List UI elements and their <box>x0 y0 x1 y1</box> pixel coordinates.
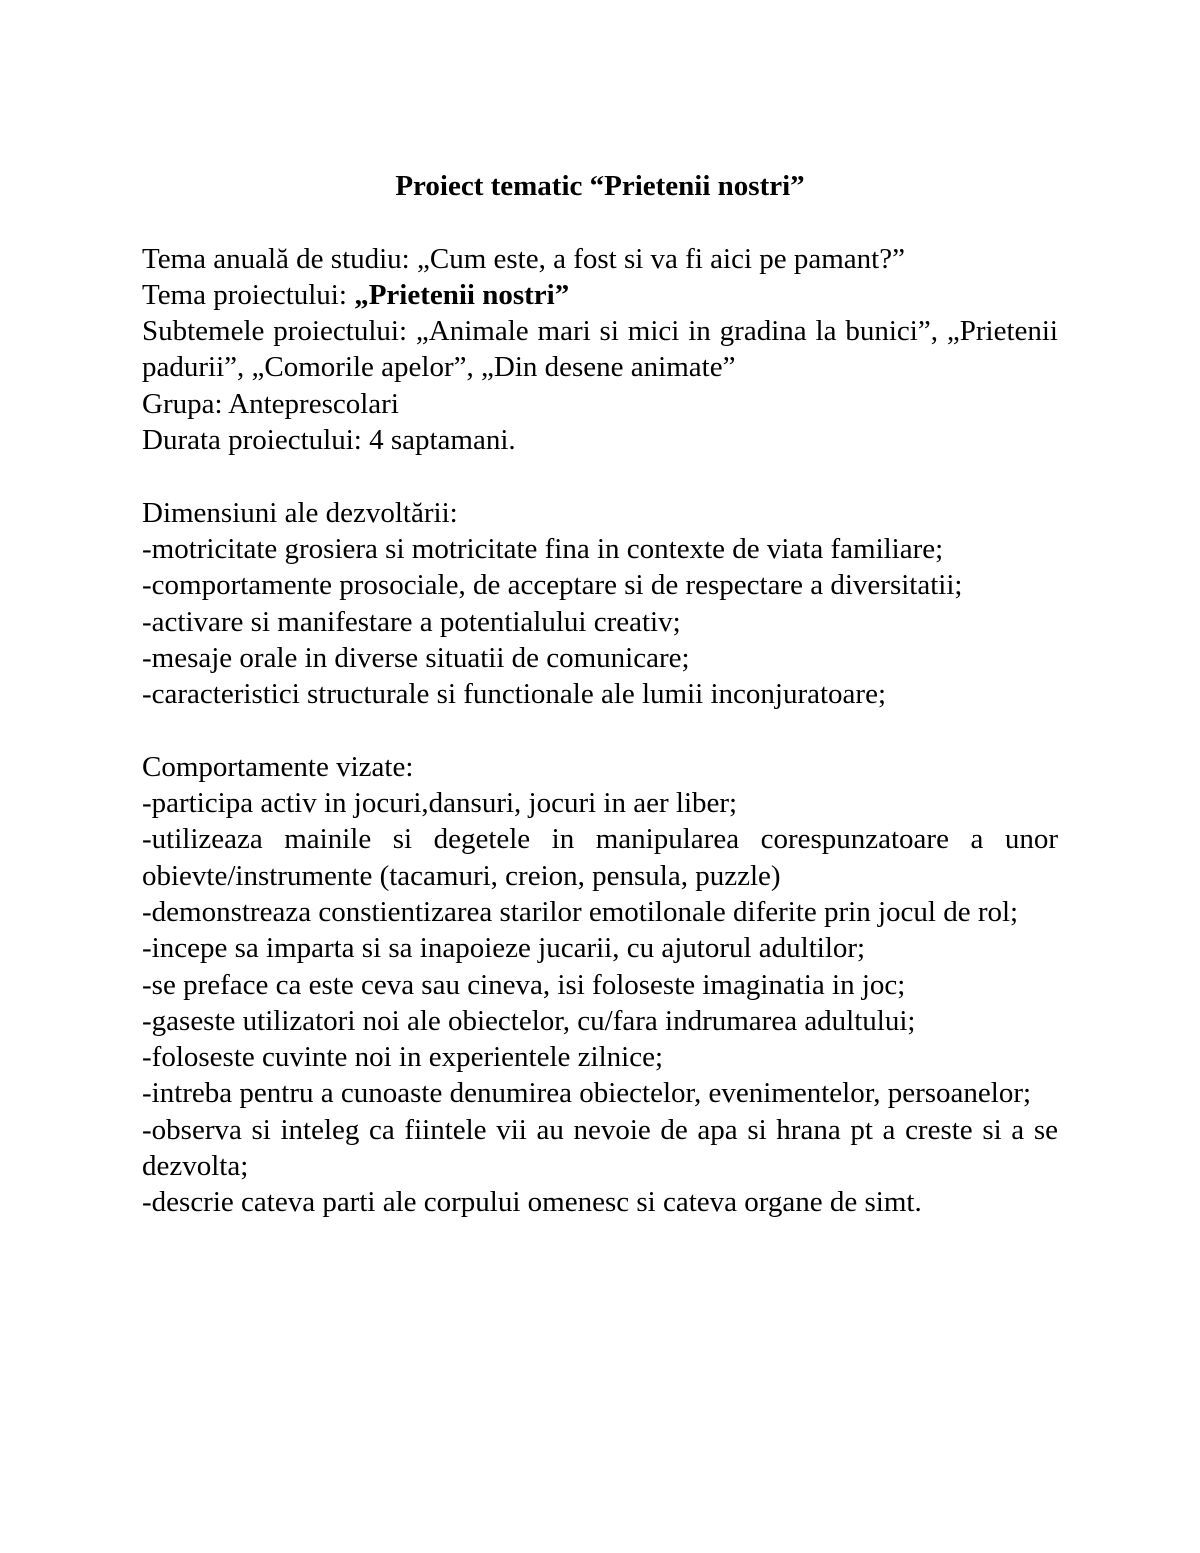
behaviors-list <box>142 785 1058 1221</box>
project-theme-label: Tema proiectului: <box>142 278 355 311</box>
document-page <box>142 168 1058 1221</box>
project-theme-value: „Prietenii nostri” <box>354 278 570 311</box>
list-item: -observa si inteleg ca fiintele vii au nevoie de apa si hrana pt a creste si a se dezvolta; <box>142 1113 1058 1183</box>
behaviors-heading: Comportamente vizate: <box>142 750 414 783</box>
list-item: -foloseste cuvinte noi in experientele zilnice; <box>142 1041 663 1074</box>
list-item: -caracteristici structurale si functionale ale lumii inconjuratoare; <box>142 678 887 711</box>
list-item: -descrie cateva parti ale corpului omenesc si cateva organe de simt. <box>142 1186 922 1219</box>
list-item: -incepe sa imparta si sa inapoieze jucarii, cu ajutorul adultilor; <box>142 932 866 965</box>
spacer <box>142 204 1058 240</box>
list-item: -se preface ca este ceva sau cineva, isi foloseste imaginatia in joc; <box>142 968 906 1001</box>
list-item: -activare si manifestare a potentialului creativ; <box>142 605 681 638</box>
document-title: Proiect tematic “Prietenii nostri” <box>395 170 805 202</box>
list-item: -mesaje orale in diverse situatii de comunicare; <box>142 641 690 674</box>
list-item: -motricitate grosiera si motricitate fina in contexte de viata familiare; <box>142 532 944 565</box>
list-item: -demonstreaza constientizarea starilor emotilonale diferite prin jocul de rol; <box>142 895 1019 928</box>
group: Grupa: Anteprescolari <box>142 387 399 420</box>
project-theme <box>142 277 1058 313</box>
list-item: -intreba pentru a cunoaste denumirea obiectelor, evenimentelor, persoanelor; <box>142 1077 1032 1110</box>
annual-theme: Tema anuală de studiu: „Cum este, a fost si va fi aici pe pamant?” <box>142 242 905 275</box>
list-item: -utilizeaza mainile si degetele in manipularea corespunzatoare a unor obievte/instrumente (tacamuri, creion, pensula, puzzle) <box>142 823 1058 892</box>
duration: Durata proiectului: 4 saptamani. <box>142 424 516 457</box>
spacer <box>142 712 1058 748</box>
list-item: -comportamente prosociale, de acceptare si de respectare a diversitatii; <box>142 569 963 602</box>
list-item: -gaseste utilizatori noi ale obiectelor, cu/fara indrumarea adultului; <box>142 1004 916 1037</box>
dimensions-heading: Dimensiuni ale dezvoltării: <box>142 496 458 529</box>
list-item: -participa activ in jocuri,dansuri, jocuri in aer liber; <box>142 787 738 820</box>
dimensions-list <box>142 531 1058 712</box>
spacer <box>142 458 1058 494</box>
subthemes: Subtemele proiectului: „Animale mari si mici in gradina la bunici”, „Prietenii padurii”, „Comorile apelor”, „Din desene animate” <box>142 315 1058 384</box>
